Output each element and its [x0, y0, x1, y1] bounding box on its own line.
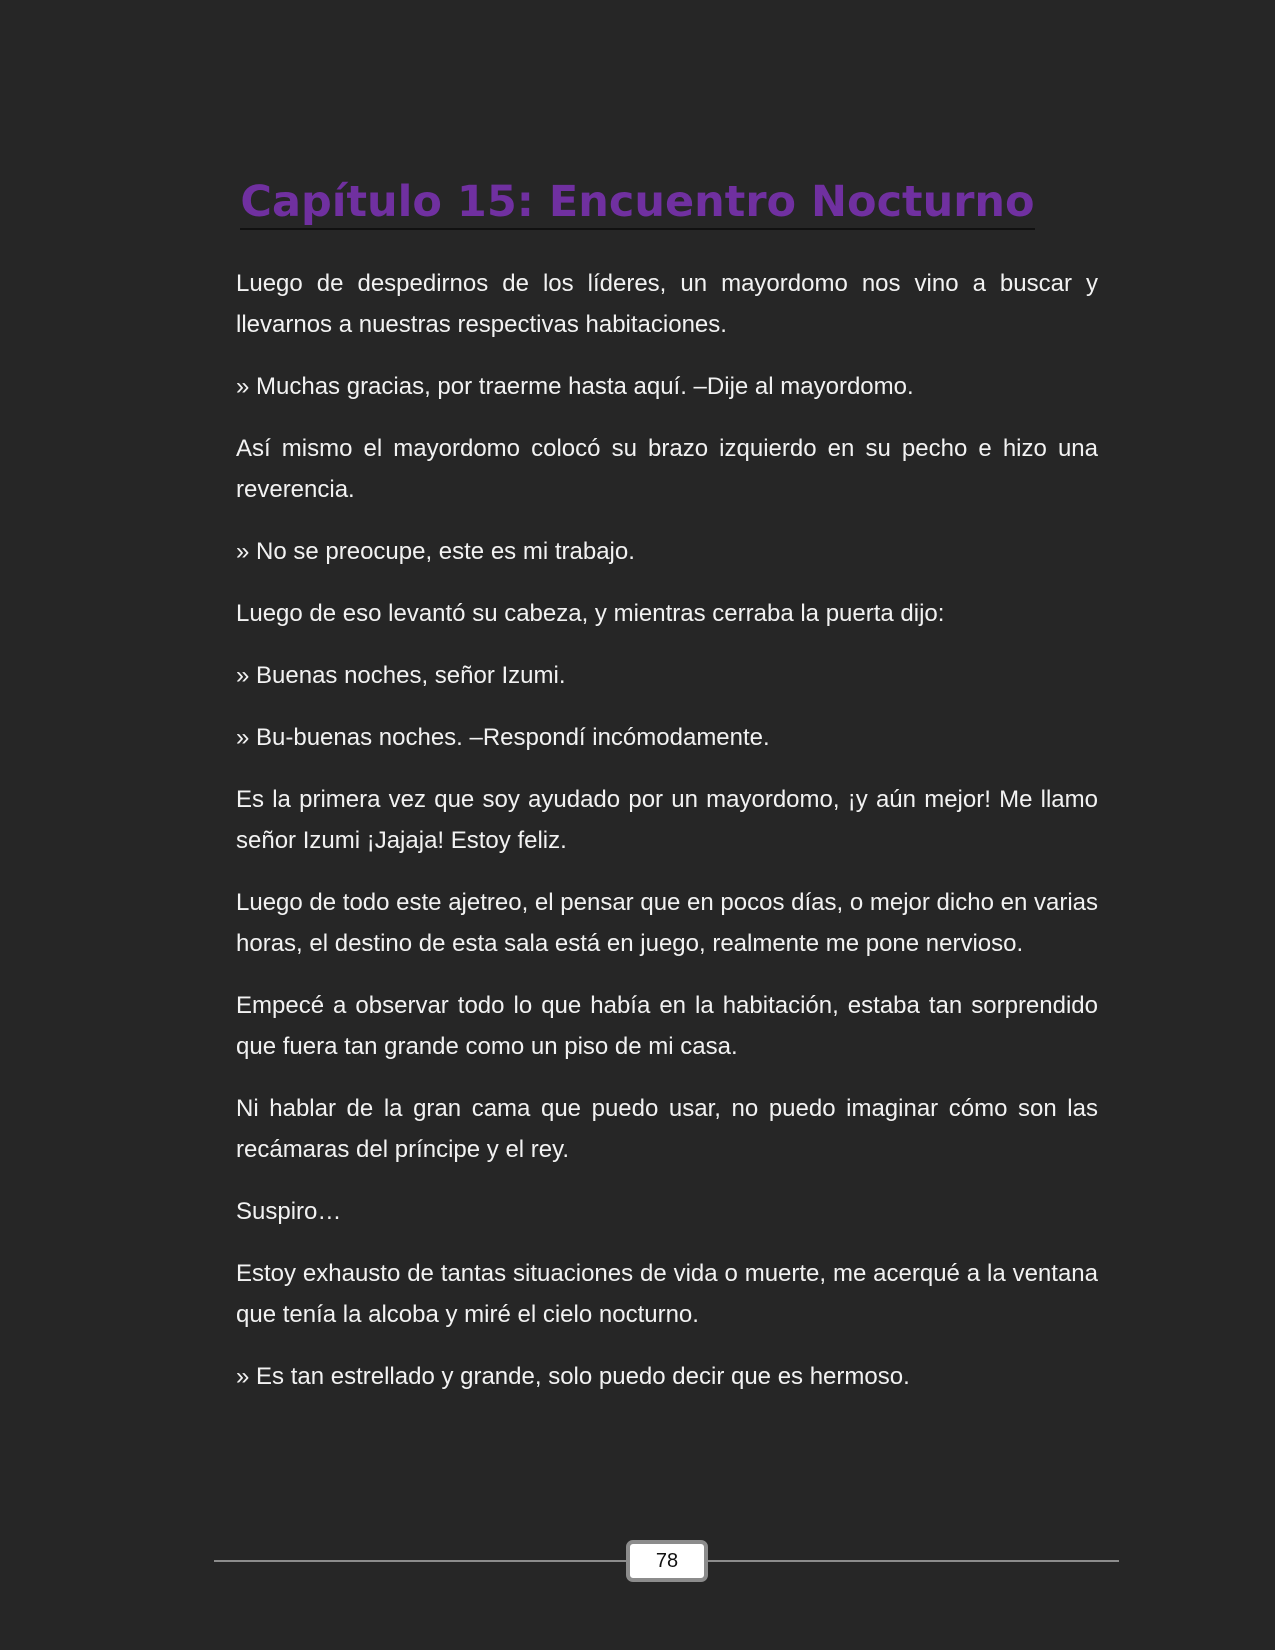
paragraph-6: » Buenas noches, señor Izumi.	[236, 662, 566, 689]
chapter-title-container	[0, 176, 1275, 230]
paragraph-8: Es la primera vez que soy ayudado por un mayordomo, ¡y aún mejor! Me llamo señor Izumi ¡Jajaja! Estoy feliz.	[236, 786, 1098, 854]
footer-divider-right	[708, 1560, 1119, 1562]
footer-divider-left	[214, 1560, 626, 1562]
chapter-body	[236, 263, 1098, 1418]
chapter-title: Capítulo 15: Encuentro Nocturno	[240, 176, 1034, 230]
paragraph-4: » No se preocupe, este es mi trabajo.	[236, 538, 635, 565]
paragraph-2: » Muchas gracias, por traerme hasta aquí. –Dije al mayordomo.	[236, 373, 914, 400]
page-number: 78	[655, 1550, 679, 1572]
paragraph-1: Luego de despedirnos de los líderes, un mayordomo nos vino a buscar y llevarnos a nuestras respectivas habitaciones.	[236, 270, 1098, 338]
paragraph-9: Luego de todo este ajetreo, el pensar que en pocos días, o mejor dicho en varias horas, el destino de esta sala está en juego, realmente me pone nervioso.	[236, 889, 1098, 957]
paragraph-12: Suspiro…	[236, 1198, 342, 1225]
page-number-badge	[626, 1540, 708, 1582]
paragraph-11: Ni hablar de la gran cama que puedo usar, no puedo imaginar cómo son las recámaras del príncipe y el rey.	[236, 1095, 1098, 1163]
paragraph-3: Así mismo el mayordomo colocó su brazo izquierdo en su pecho e hizo una reverencia.	[236, 435, 1098, 503]
paragraph-10: Empecé a observar todo lo que había en la habitación, estaba tan sorprendido que fuera tan grande como un piso de mi casa.	[236, 992, 1098, 1060]
paragraph-13: Estoy exhausto de tantas situaciones de vida o muerte, me acerqué a la ventana que tenía la alcoba y miré el cielo nocturno.	[236, 1260, 1098, 1328]
paragraph-14: » Es tan estrellado y grande, solo puedo decir que es hermoso.	[236, 1363, 910, 1390]
paragraph-5: Luego de eso levantó su cabeza, y mientras cerraba la puerta dijo:	[236, 600, 945, 627]
paragraph-7: » Bu-buenas noches. –Respondí incómodamente.	[236, 724, 770, 751]
